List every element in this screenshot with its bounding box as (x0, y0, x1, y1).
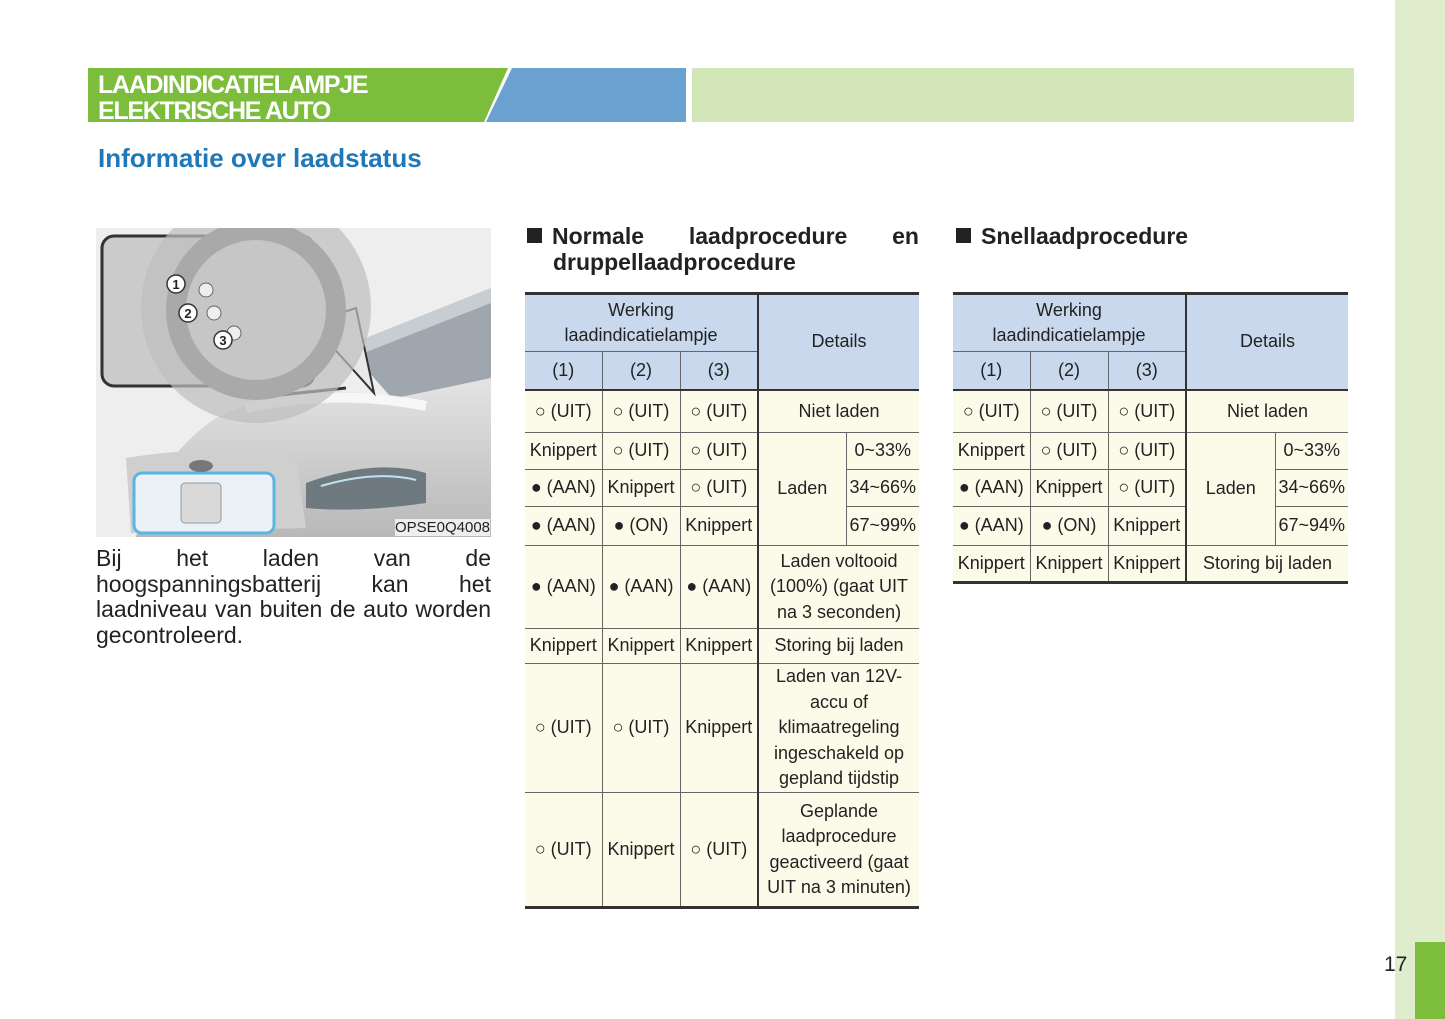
heading-normal-charging (527, 224, 919, 275)
cell: ● (AAN) (602, 546, 680, 629)
cell: Knippert (680, 629, 758, 664)
callout-2: 2 (184, 306, 192, 321)
cell: ○ (UIT) (1108, 390, 1186, 433)
car-illustration (96, 228, 491, 537)
detail-cell: Storing bij laden (1186, 546, 1348, 583)
cell: Knippert (602, 629, 680, 664)
table-row (525, 629, 919, 664)
header-col-2: (2) (602, 352, 680, 390)
car-charging-port-illustration (96, 228, 491, 537)
cell: ● (AAN) (525, 507, 602, 546)
cell: Knippert (1030, 470, 1108, 507)
heading-word-3: en (892, 223, 919, 249)
cell: ● (AAN) (953, 470, 1030, 507)
cell: ○ (UIT) (525, 793, 602, 908)
cell: ● (ON) (1030, 507, 1108, 546)
cell: Knippert (1030, 546, 1108, 583)
side-strip (1395, 0, 1445, 1019)
cell: Knippert (1108, 546, 1186, 583)
heading-word-2: laadprocedure (688, 223, 848, 249)
header-werking: Werking laadindicatielampje (525, 294, 758, 352)
bullet-square-icon (527, 228, 542, 243)
cell: Knippert (1108, 507, 1186, 546)
header-col-3: (3) (1108, 352, 1186, 390)
table-row (525, 793, 919, 908)
cell: Knippert (525, 433, 602, 470)
cell: ○ (UIT) (1108, 433, 1186, 470)
body-paragraph: Bij het laden van de hoogspanningsbatterij kan het laadniveau van buiten de auto worden gecontroleerd. (96, 545, 491, 648)
cell: ● (AAN) (953, 507, 1030, 546)
cell: ○ (UIT) (525, 390, 602, 433)
chapter-title-line2: ELEKTRISCHE AUTO (98, 97, 330, 125)
cell: Knippert (602, 793, 680, 908)
header-blue-band (486, 68, 686, 122)
chapter-title-line1: LAADINDICATIELAMPJE (98, 71, 368, 99)
detail-cell: Laden voltooid (100%) (gaat UIT na 3 seconden) (758, 546, 919, 629)
header-werking: Werking laadindicatielampje (953, 294, 1186, 352)
header-col-1: (1) (953, 352, 1030, 390)
cell: ● (AAN) (525, 546, 602, 629)
header-light-band (692, 68, 1354, 122)
table-row (953, 470, 1348, 507)
table-row (525, 433, 919, 470)
callout-1: 1 (172, 277, 180, 292)
cell: ● (AAN) (525, 470, 602, 507)
detail-cell: Geplande laadprocedure geactiveerd (gaat UIT na 3 minuten) (758, 793, 919, 908)
pct-cell: 34~66% (1275, 470, 1348, 507)
normal-charging-table (525, 292, 919, 909)
detail-cell: Laden van 12V-accu of klimaatregeling ingeschakeld op gepland tijdstip (758, 664, 919, 793)
cell: ○ (UIT) (602, 433, 680, 470)
callout-3: 3 (219, 333, 227, 348)
cell: ○ (UIT) (1030, 390, 1108, 433)
chapter-title (98, 72, 367, 124)
laden-cell: Laden (1186, 433, 1275, 546)
page-tab-marker (1415, 942, 1445, 1019)
heading-line-2: druppellaadprocedure (553, 248, 796, 275)
cell: ● (ON) (602, 507, 680, 546)
cell: ○ (UIT) (953, 390, 1030, 433)
header-details: Details (1186, 294, 1348, 390)
figure-caption: OPSE0Q4008 (394, 519, 490, 536)
table-row (525, 664, 919, 793)
cell: ○ (UIT) (680, 433, 758, 470)
table-row (525, 390, 919, 433)
table-row (953, 390, 1348, 433)
header-col-1: (1) (525, 352, 602, 390)
header-details: Details (758, 294, 919, 390)
cell: ○ (UIT) (680, 470, 758, 507)
cell: ○ (UIT) (1108, 470, 1186, 507)
cell: Knippert (602, 470, 680, 507)
page-number: 17 (1384, 953, 1408, 976)
detail-cell: Niet laden (1186, 390, 1348, 433)
cell: Knippert (680, 507, 758, 546)
cell: ○ (UIT) (525, 664, 602, 793)
cell: ○ (UIT) (1030, 433, 1108, 470)
table-row (525, 507, 919, 546)
cell: Knippert (680, 664, 758, 793)
fast-charging-table (953, 292, 1348, 584)
detail-cell: Storing bij laden (758, 629, 919, 664)
table-row (953, 507, 1348, 546)
header-col-2: (2) (1030, 352, 1108, 390)
cell: Knippert (953, 546, 1030, 583)
pct-cell: 67~99% (846, 507, 919, 546)
cell: Knippert (953, 433, 1030, 470)
table-row (953, 433, 1348, 470)
pct-cell: 67~94% (1275, 507, 1348, 546)
pct-cell: 0~33% (1275, 433, 1348, 470)
detail-cell: Niet laden (758, 390, 919, 433)
heading-text: Snellaadprocedure (981, 223, 1189, 249)
table-row (953, 546, 1348, 583)
laden-cell: Laden (758, 433, 846, 546)
cell: Knippert (525, 629, 602, 664)
cell: ● (AAN) (680, 546, 758, 629)
table-row (525, 470, 919, 507)
cell: ○ (UIT) (680, 390, 758, 433)
header-col-3: (3) (680, 352, 758, 390)
section-title: Informatie over laadstatus (98, 143, 422, 173)
heading-fast-charging (956, 224, 1188, 250)
table-row (525, 546, 919, 629)
bullet-square-icon (956, 228, 971, 243)
cell: ○ (UIT) (602, 390, 680, 433)
cell: ○ (UIT) (680, 793, 758, 908)
heading-word-1: Normale (552, 223, 645, 249)
pct-cell: 34~66% (846, 470, 919, 507)
cell: ○ (UIT) (602, 664, 680, 793)
pct-cell: 0~33% (846, 433, 919, 470)
